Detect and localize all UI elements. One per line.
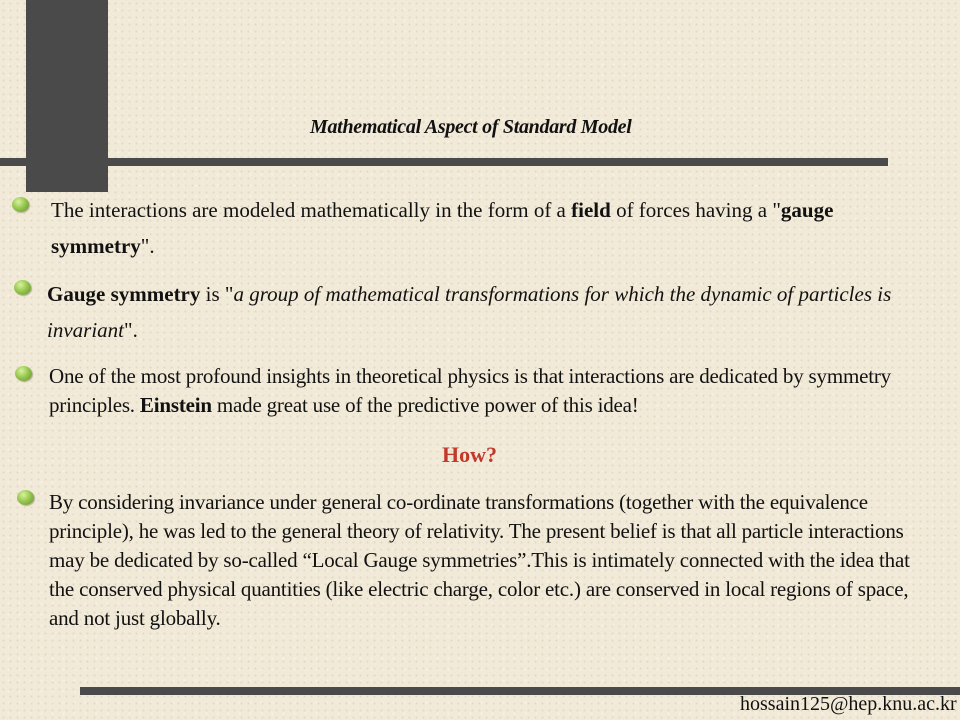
footer-email: hossain125@hep.knu.ac.kr [740, 693, 957, 715]
slide-title: Mathematical Aspect of Standard Model [310, 116, 632, 138]
title-divider-line [0, 158, 888, 166]
term-gauge-symmetry: Gauge symmetry [47, 282, 201, 306]
term-field: field [571, 198, 611, 222]
paragraph-gauge-definition: Gauge symmetry is "a group of mathematical transformations for which the dynamic of particles is invariant". [47, 282, 892, 342]
bullet-icon [15, 366, 32, 381]
bullet-icon [14, 280, 31, 295]
paragraph-field-gauge: The interactions are modeled mathematically in the form of a field of forces having a "gauge symmetry". [51, 198, 834, 258]
how-question-label: How? [442, 442, 497, 467]
paragraph-local-gauge: By considering invariance under general co-ordinate transformations (together with the equivalence principle), he was led to the general theory of relativity. The present belief is that all particle interactions may be dedicated by so-called “Local Gauge symmetries”.This is intimately connected with the idea that the conserved physical quantities (like electric charge, color etc.) are conserved in local regions of space, and not just globally. [49, 490, 910, 630]
term-einstein: Einstein [139, 393, 212, 417]
term-gauge-symmetry: gauge symmetry [51, 198, 834, 258]
paragraph-symmetry-principles: One of the most profound insights in theoretical physics is that interactions are dedicated by symmetry principles. Einstein made great use of the predictive power of this idea! [49, 364, 891, 417]
bullet-icon [17, 490, 34, 505]
gauge-definition-text: a group of mathematical transformations for which the dynamic of particles is invariant [47, 282, 892, 342]
bullet-icon [12, 197, 29, 212]
